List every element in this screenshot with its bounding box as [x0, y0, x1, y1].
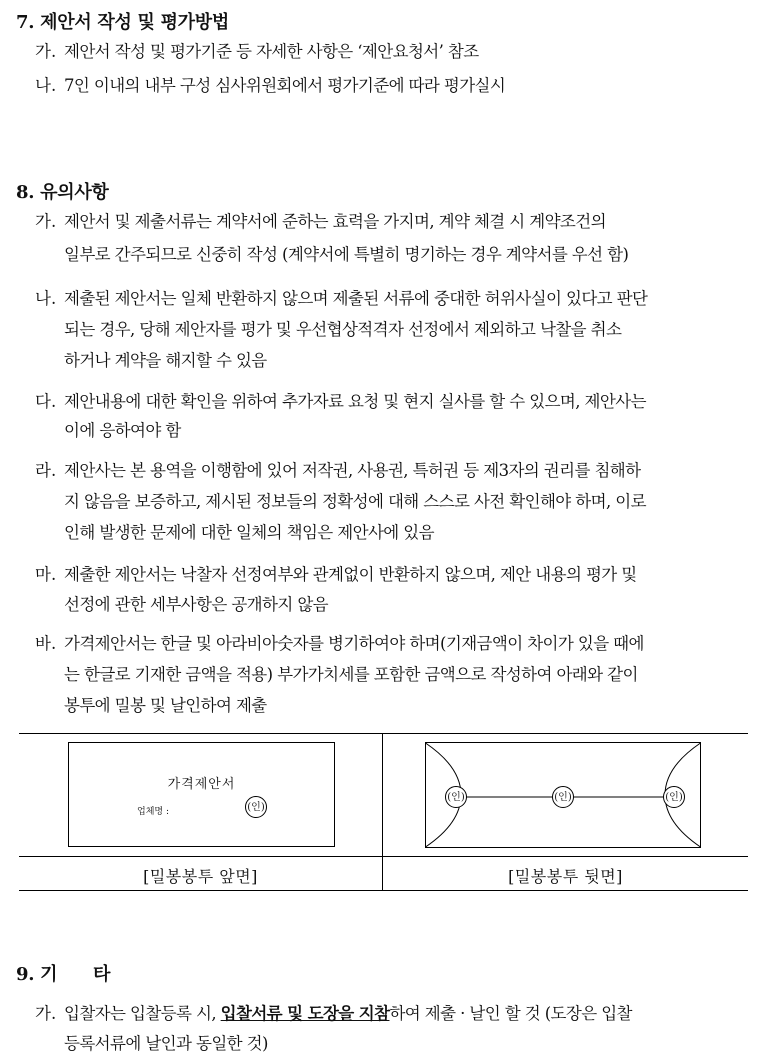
front-title: 가격제안서 — [167, 777, 236, 792]
text-segment: 하여 제출 · 날인 할 것 (도장은 입찰 — [389, 1004, 632, 1023]
emphasis-text: 입찰서류 및 도장을 지참 — [220, 1004, 390, 1023]
section-8-heading: 8. 유의사항 — [16, 182, 109, 203]
stamp-icon: (인) — [552, 786, 574, 808]
item-marker: 마. — [35, 565, 57, 584]
item-marker: 라. — [35, 461, 57, 480]
section-8-item-1-line: 일부로 간주되므로 신중히 작성 (계약서에 특별히 명기하는 경우 계약서를 우선 함) — [64, 245, 629, 264]
section-8-item-2-line: 제출된 제안서는 일체 반환하지 않으며 제출된 서류에 중대한 허위사실이 있다고 판단 — [64, 289, 648, 308]
section-8-item-6-line: 는 한글로 기재한 금액을 적용) 부가가치세를 포함한 금액으로 작성하여 아래와 같이 — [64, 665, 638, 684]
section-9-item-1-line: 등록서류에 날인과 동일한 것) — [64, 1034, 268, 1053]
front-caption: [밀봉봉투 앞면] — [143, 867, 258, 886]
section-7-item-2: 7인 이내의 내부 구성 심사위원회에서 평가기준에 따라 평가실시 — [64, 76, 506, 95]
item-marker: 나. — [35, 289, 57, 308]
item-marker: 다. — [35, 392, 57, 411]
section-8-item-6-line: 봉투에 밀봉 및 날인하여 제출 — [64, 696, 267, 715]
back-caption: [밀봉봉투 뒷면] — [508, 867, 623, 886]
section-7-heading: 7. 제안서 작성 및 평가방법 — [16, 12, 229, 33]
section-8-item-4-line: 인해 발생한 문제에 대한 일체의 책임은 제안사에 있음 — [64, 523, 434, 542]
item-marker: 가. — [35, 212, 57, 231]
section-9-heading: 9. 기 타 — [16, 964, 111, 985]
item-marker: 나. — [35, 76, 57, 95]
section-8-item-3-line: 이에 응하여야 함 — [64, 421, 181, 440]
section-7-item-1: 제안서 작성 및 평가기준 등 자세한 사항은 ‘제안요청서’ 참조 — [64, 42, 479, 61]
section-8-item-4-line: 지 않음을 보증하고, 제시된 정보들의 정확성에 대해 스스로 사전 확인해야 하며, 이로 — [64, 492, 646, 511]
item-marker: 가. — [35, 42, 57, 61]
text-segment: 입찰자는 입찰등록 시, — [64, 1004, 221, 1023]
section-8-item-2-line: 하거나 계약을 해지할 수 있음 — [64, 351, 267, 370]
section-8-item-3-line: 제안내용에 대한 확인을 위하여 추가자료 요청 및 현지 실사를 할 수 있으며, 제안사는 — [64, 392, 646, 411]
item-marker: 가. — [35, 1004, 57, 1023]
section-8-item-2-line: 되는 경우, 당해 제안자를 평가 및 우선협상적격자 선정에서 제외하고 낙찰을 취소 — [64, 320, 622, 339]
front-company-label: 업체명 : — [137, 807, 169, 817]
section-9-item-1-line — [64, 1004, 632, 1024]
stamp-icon: (인) — [445, 786, 467, 808]
section-8-item-6-line: 가격제안서는 한글 및 아라비아숫자를 병기하여야 하며(기재금액이 차이가 있을 때에 — [64, 634, 644, 653]
section-8-item-4-line: 제안사는 본 용역을 이행함에 있어 저작권, 사용권, 특허권 등 제3자의 권리를 침해하 — [64, 461, 641, 480]
section-8-item-1-line: 제안서 및 제출서류는 계약서에 준하는 효력을 가지며, 계약 체결 시 계약조건의 — [64, 212, 606, 231]
stamp-icon: (인) — [663, 786, 685, 808]
section-8-item-5-line: 제출한 제안서는 낙찰자 선정여부와 관계없이 반환하지 않으며, 제안 내용의 평가 및 — [64, 565, 637, 584]
envelope-front — [68, 742, 335, 847]
section-8-item-5-line: 선정에 관한 세부사항은 공개하지 않음 — [64, 595, 329, 614]
stamp-icon: (인) — [245, 796, 267, 818]
item-marker: 바. — [35, 634, 57, 653]
